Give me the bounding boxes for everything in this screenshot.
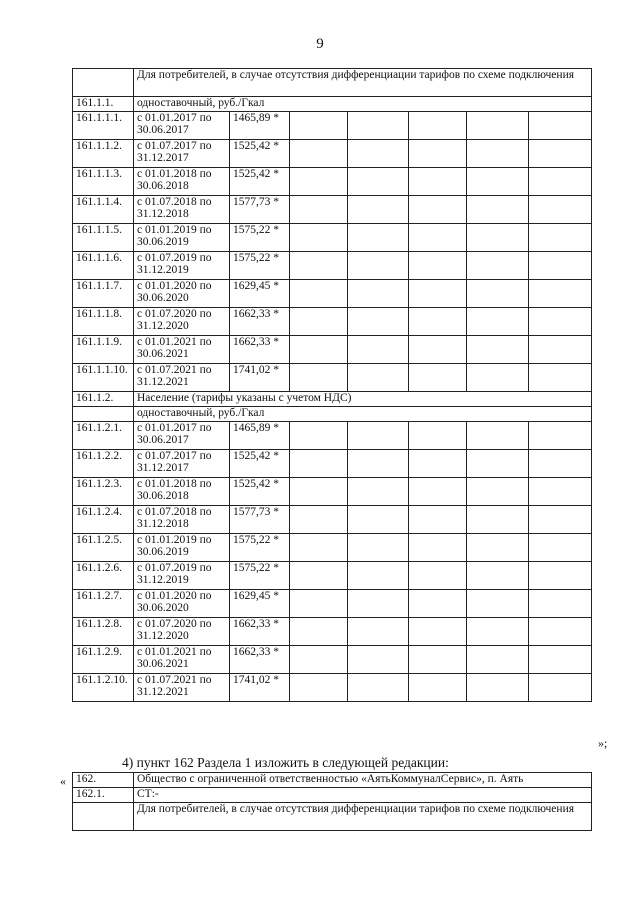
subsection-row	[73, 407, 592, 422]
row-period: с 01.07.2018 по 31.12.2018	[134, 506, 230, 534]
empty-cell	[467, 112, 529, 140]
row-period: с 01.01.2020 по 30.06.2020	[134, 590, 230, 618]
row-code: 161.1.1.6.	[73, 252, 134, 280]
row-code	[73, 803, 134, 831]
empty-cell	[467, 308, 529, 336]
empty-cell	[409, 168, 467, 196]
subsection-label: одноставочный, руб./Гкал	[134, 407, 592, 422]
empty-cell	[348, 646, 409, 674]
row-code: 162.	[73, 773, 134, 788]
empty-cell	[348, 336, 409, 364]
empty-cell	[467, 562, 529, 590]
header-consumers-row	[73, 69, 592, 97]
tariff-row	[73, 280, 592, 308]
empty-cell	[348, 590, 409, 618]
empty-cell	[348, 196, 409, 224]
empty-cell	[290, 478, 348, 506]
empty-cell	[529, 140, 592, 168]
tariff-row	[73, 140, 592, 168]
row-value: 1465,89 *	[230, 112, 290, 140]
code-cell	[73, 69, 134, 97]
row-period: с 01.07.2019 по 31.12.2019	[134, 562, 230, 590]
empty-cell	[290, 618, 348, 646]
empty-cell	[409, 506, 467, 534]
row-code: 161.1.2.8.	[73, 618, 134, 646]
empty-cell	[290, 674, 348, 702]
row-code: 161.1.2.2.	[73, 450, 134, 478]
row-code: 161.1.2.10.	[73, 674, 134, 702]
closing-quote: »;	[598, 736, 608, 750]
empty-cell	[409, 280, 467, 308]
row-period: с 01.01.2021 по 30.06.2021	[134, 646, 230, 674]
empty-cell	[348, 534, 409, 562]
section-label: одноставочный, руб./Гкал	[134, 97, 592, 112]
empty-cell	[290, 562, 348, 590]
empty-cell	[467, 196, 529, 224]
row-period: с 01.01.2021 по 30.06.2021	[134, 336, 230, 364]
empty-cell	[290, 196, 348, 224]
empty-cell	[529, 280, 592, 308]
section-row	[73, 392, 592, 407]
row-period: с 01.07.2020 по 31.12.2020	[134, 618, 230, 646]
empty-cell	[529, 618, 592, 646]
empty-cell	[529, 506, 592, 534]
empty-cell	[290, 336, 348, 364]
empty-cell	[467, 252, 529, 280]
tariff-row	[73, 422, 592, 450]
empty-cell	[409, 224, 467, 252]
amendment-text: 4) пункт 162 Раздела 1 изложить в следующей редакции:	[122, 755, 449, 770]
row-code: 161.1.1.10.	[73, 364, 134, 392]
empty-cell	[409, 450, 467, 478]
tariff-row	[73, 112, 592, 140]
empty-cell	[529, 308, 592, 336]
row-period: с 01.01.2018 по 30.06.2018	[134, 478, 230, 506]
empty-cell	[529, 364, 592, 392]
empty-cell	[290, 252, 348, 280]
row-value: 1525,42 *	[230, 478, 290, 506]
row-period: с 01.01.2017 по 30.06.2017	[134, 422, 230, 450]
company-name: Общество с ограниченной ответственностью «АятьКоммуналСервис», п. Аять	[134, 773, 592, 788]
empty-cell	[529, 478, 592, 506]
row-code: 161.1.1.5.	[73, 224, 134, 252]
row-value: 1629,45 *	[230, 590, 290, 618]
empty-cell	[529, 168, 592, 196]
empty-cell	[290, 364, 348, 392]
tariff-row	[73, 506, 592, 534]
row-value: 1525,42 *	[230, 140, 290, 168]
tariff-row	[73, 252, 592, 280]
tariff-row	[73, 196, 592, 224]
empty-cell	[467, 422, 529, 450]
empty-cell	[467, 618, 529, 646]
tariff-row	[73, 336, 592, 364]
empty-cell	[409, 140, 467, 168]
row-value: 1575,22 *	[230, 534, 290, 562]
row-value: 1741,02 *	[230, 364, 290, 392]
row-code: 161.1.2.3.	[73, 478, 134, 506]
empty-cell	[409, 534, 467, 562]
row-code: 161.1.2.6.	[73, 562, 134, 590]
tariff-row	[73, 168, 592, 196]
row-code: 161.1.2.7.	[73, 590, 134, 618]
next-tariff-table	[72, 772, 592, 831]
empty-cell	[290, 422, 348, 450]
empty-cell	[409, 674, 467, 702]
row-period: с 01.01.2017 по 30.06.2017	[134, 112, 230, 140]
tariff-row	[73, 562, 592, 590]
empty-cell	[467, 280, 529, 308]
row-value: 1575,22 *	[230, 562, 290, 590]
empty-cell	[348, 280, 409, 308]
row-code: 161.1.1.7.	[73, 280, 134, 308]
tariff-row	[73, 618, 592, 646]
row-period: с 01.01.2020 по 30.06.2020	[134, 280, 230, 308]
row-value: 1525,42 *	[230, 450, 290, 478]
empty-cell	[467, 478, 529, 506]
row-code: 161.1.1.1.	[73, 112, 134, 140]
empty-cell	[529, 196, 592, 224]
empty-cell	[467, 506, 529, 534]
empty-cell	[348, 140, 409, 168]
row-period: с 01.07.2019 по 31.12.2019	[134, 252, 230, 280]
empty-cell	[348, 562, 409, 590]
tariff-table	[72, 68, 592, 702]
empty-cell	[409, 196, 467, 224]
row-code: 161.1.1.2.	[73, 140, 134, 168]
empty-cell	[348, 252, 409, 280]
code-cell	[73, 407, 134, 422]
empty-cell	[348, 506, 409, 534]
header-consumers-text: Для потребителей, в случае отсутствия дифференциации тарифов по схеме подключения	[134, 803, 592, 831]
row-period: с 01.07.2018 по 31.12.2018	[134, 196, 230, 224]
row-period: с 01.07.2017 по 31.12.2017	[134, 140, 230, 168]
empty-cell	[529, 112, 592, 140]
empty-cell	[290, 168, 348, 196]
empty-cell	[348, 478, 409, 506]
empty-cell	[467, 450, 529, 478]
row-value: 1575,22 *	[230, 252, 290, 280]
row-value: 1577,73 *	[230, 506, 290, 534]
company-row	[73, 773, 592, 788]
empty-cell	[348, 618, 409, 646]
empty-cell	[529, 422, 592, 450]
row-code: 162.1.	[73, 788, 134, 803]
empty-cell	[467, 590, 529, 618]
row-code: 161.1.1.3.	[73, 168, 134, 196]
row-value: 1662,33 *	[230, 646, 290, 674]
empty-cell	[290, 646, 348, 674]
row-value: 1577,73 *	[230, 196, 290, 224]
empty-cell	[467, 364, 529, 392]
row-value: 1629,45 *	[230, 280, 290, 308]
empty-cell	[290, 308, 348, 336]
page-number: 9	[316, 36, 324, 52]
empty-cell	[529, 590, 592, 618]
tariff-row	[73, 308, 592, 336]
row-period: с 01.07.2017 по 31.12.2017	[134, 450, 230, 478]
empty-cell	[529, 450, 592, 478]
section-code: 161.1.1.	[73, 97, 134, 112]
empty-cell	[348, 422, 409, 450]
section-code: 161.1.2.	[73, 392, 134, 407]
empty-cell	[409, 478, 467, 506]
empty-cell	[290, 224, 348, 252]
empty-cell	[467, 646, 529, 674]
row-value: 1662,33 *	[230, 336, 290, 364]
tariff-row	[73, 450, 592, 478]
empty-cell	[290, 112, 348, 140]
row-code: 161.1.2.1.	[73, 422, 134, 450]
tariff-row	[73, 674, 592, 702]
empty-cell	[467, 336, 529, 364]
empty-cell	[409, 562, 467, 590]
empty-cell	[348, 112, 409, 140]
tariff-row	[73, 646, 592, 674]
row-period: с 01.07.2021 по 31.12.2021	[134, 674, 230, 702]
row-code: 161.1.1.4.	[73, 196, 134, 224]
empty-cell	[467, 224, 529, 252]
empty-cell	[290, 590, 348, 618]
tariff-row	[73, 364, 592, 392]
st-text: СТ:-	[134, 788, 592, 803]
empty-cell	[529, 674, 592, 702]
row-value: 1662,33 *	[230, 308, 290, 336]
section-row	[73, 97, 592, 112]
empty-cell	[529, 224, 592, 252]
header-consumers-text: Для потребителей, в случае отсутствия дифференциации тарифов по схеме подключения	[134, 69, 592, 97]
section-label: Население (тарифы указаны с учетом НДС)	[134, 392, 592, 407]
row-code: 161.1.2.5.	[73, 534, 134, 562]
tariff-row	[73, 224, 592, 252]
row-value: 1662,33 *	[230, 618, 290, 646]
empty-cell	[409, 590, 467, 618]
empty-cell	[467, 674, 529, 702]
empty-cell	[467, 140, 529, 168]
empty-cell	[348, 224, 409, 252]
empty-cell	[290, 140, 348, 168]
empty-cell	[409, 618, 467, 646]
empty-cell	[409, 112, 467, 140]
empty-cell	[409, 364, 467, 392]
row-period: с 01.07.2020 по 31.12.2020	[134, 308, 230, 336]
tariff-row	[73, 478, 592, 506]
tariff-row	[73, 534, 592, 562]
empty-cell	[348, 674, 409, 702]
empty-cell	[529, 252, 592, 280]
header-consumers-row	[73, 803, 592, 831]
empty-cell	[290, 506, 348, 534]
empty-cell	[529, 534, 592, 562]
empty-cell	[348, 168, 409, 196]
row-value: 1575,22 *	[230, 224, 290, 252]
empty-cell	[529, 336, 592, 364]
row-period: с 01.01.2018 по 30.06.2018	[134, 168, 230, 196]
row-value: 1525,42 *	[230, 168, 290, 196]
empty-cell	[529, 646, 592, 674]
empty-cell	[290, 280, 348, 308]
row-value: 1741,02 *	[230, 674, 290, 702]
tariff-row	[73, 590, 592, 618]
empty-cell	[409, 336, 467, 364]
empty-cell	[467, 534, 529, 562]
empty-cell	[409, 422, 467, 450]
st-row	[73, 788, 592, 803]
empty-cell	[348, 450, 409, 478]
row-code: 161.1.2.9.	[73, 646, 134, 674]
empty-cell	[409, 308, 467, 336]
empty-cell	[290, 534, 348, 562]
empty-cell	[529, 562, 592, 590]
empty-cell	[348, 364, 409, 392]
empty-cell	[467, 168, 529, 196]
row-code: 161.1.1.9.	[73, 336, 134, 364]
row-code: 161.1.1.8.	[73, 308, 134, 336]
empty-cell	[290, 450, 348, 478]
empty-cell	[409, 252, 467, 280]
row-code: 161.1.2.4.	[73, 506, 134, 534]
row-value: 1465,89 *	[230, 422, 290, 450]
row-period: с 01.07.2021 по 31.12.2021	[134, 364, 230, 392]
empty-cell	[348, 308, 409, 336]
row-period: с 01.01.2019 по 30.06.2019	[134, 534, 230, 562]
opening-quote: «	[60, 774, 66, 788]
row-period: с 01.01.2019 по 30.06.2019	[134, 224, 230, 252]
empty-cell	[409, 646, 467, 674]
